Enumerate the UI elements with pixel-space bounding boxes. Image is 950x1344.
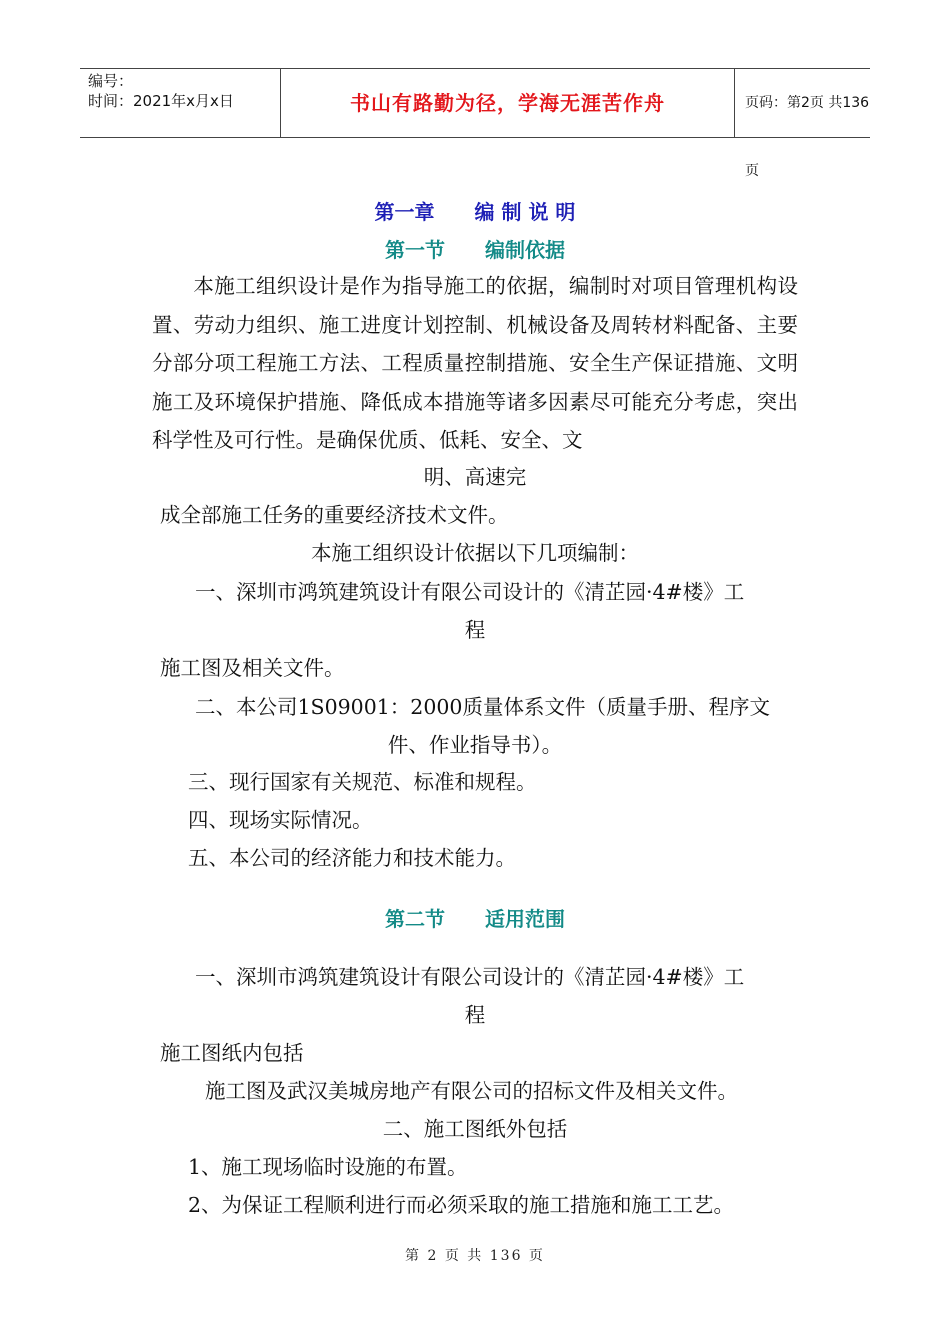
section1-number: 第一节 xyxy=(385,238,445,262)
chapter-number: 第一章 xyxy=(374,200,435,224)
basis-item-2: 二、本公司1S09001：2000质量体系文件（质量手册、程序文 xyxy=(195,695,770,719)
header-page-info: 页码：第2页 共136页 xyxy=(745,95,870,179)
number-label: 编号： xyxy=(88,72,134,90)
scope-item-1-cont: 程 xyxy=(464,1003,486,1027)
section2-title: 适用范围 xyxy=(485,907,565,931)
para-tail-center: 明、高速完 xyxy=(423,465,527,489)
page-footer: 第 2 页 共 136 页 xyxy=(405,1248,545,1264)
basis-item-3: 三、现行国家有关规范、标准和规程。 xyxy=(188,770,537,794)
basis-item-5: 五、本公司的经济能力和技术能力。 xyxy=(188,846,516,870)
section2-heading xyxy=(0,903,950,932)
basis-item-1: 一、深圳市鸿筑建筑设计有限公司设计的《清芷园·4#楼》工 xyxy=(195,580,745,604)
scope-sub-1: 1、施工现场临时设施的布置。 xyxy=(188,1155,468,1179)
basis-item-4: 四、现场实际情况。 xyxy=(188,808,373,832)
chapter-title: 编 制 说 明 xyxy=(474,200,576,224)
scope-sub-2: 2、为保证工程顺利进行而必须采取的施工措施和施工工艺。 xyxy=(188,1193,735,1217)
header-motto: 书山有路勤为径，学海无涯苦作舟 xyxy=(280,69,735,137)
date-label: 时间：2021年x月x日 xyxy=(88,92,234,110)
section1-heading xyxy=(0,234,950,263)
chapter-heading xyxy=(0,196,950,225)
basis-item-1-tail: 施工图及相关文件。 xyxy=(160,656,345,680)
scope-item-2: 二、施工图纸外包括 xyxy=(382,1117,568,1141)
scope-item-1: 一、深圳市鸿筑建筑设计有限公司设计的《清芷园·4#楼》工 xyxy=(195,965,745,989)
section2-number: 第二节 xyxy=(385,907,445,931)
basis-intro: 本施工组织设计依据以下几项编制： xyxy=(311,541,639,565)
scope-item-1-tail: 施工图纸内包括 xyxy=(160,1041,304,1065)
basis-item-1-cont: 程 xyxy=(464,618,486,642)
document-header xyxy=(80,68,870,179)
header-meta xyxy=(80,69,280,137)
para-tail-left: 成全部施工任务的重要经济技术文件。 xyxy=(160,503,509,527)
basis-item-2-cont: 件、作业指导书）。 xyxy=(387,733,563,757)
section1-title: 编制依据 xyxy=(485,238,565,262)
scope-item-1-detail: 施工图及武汉美城房地产有限公司的招标文件及相关文件。 xyxy=(205,1079,738,1103)
section1-paragraph: 本施工组织设计是作为指导施工的依据，编制时对项目管理机构设置、劳动力组织、施工进度计划控制、机械设备及周转材料配备、主要分部分项工程施工方法、工程质量控制措施、安全生产保证措施、文明施工及环境保护措施、降低成本措施等诸多因素尽可能充分考虑，突出科学性及可行性。是确保优质、低耗、安全、文 xyxy=(152,274,798,452)
